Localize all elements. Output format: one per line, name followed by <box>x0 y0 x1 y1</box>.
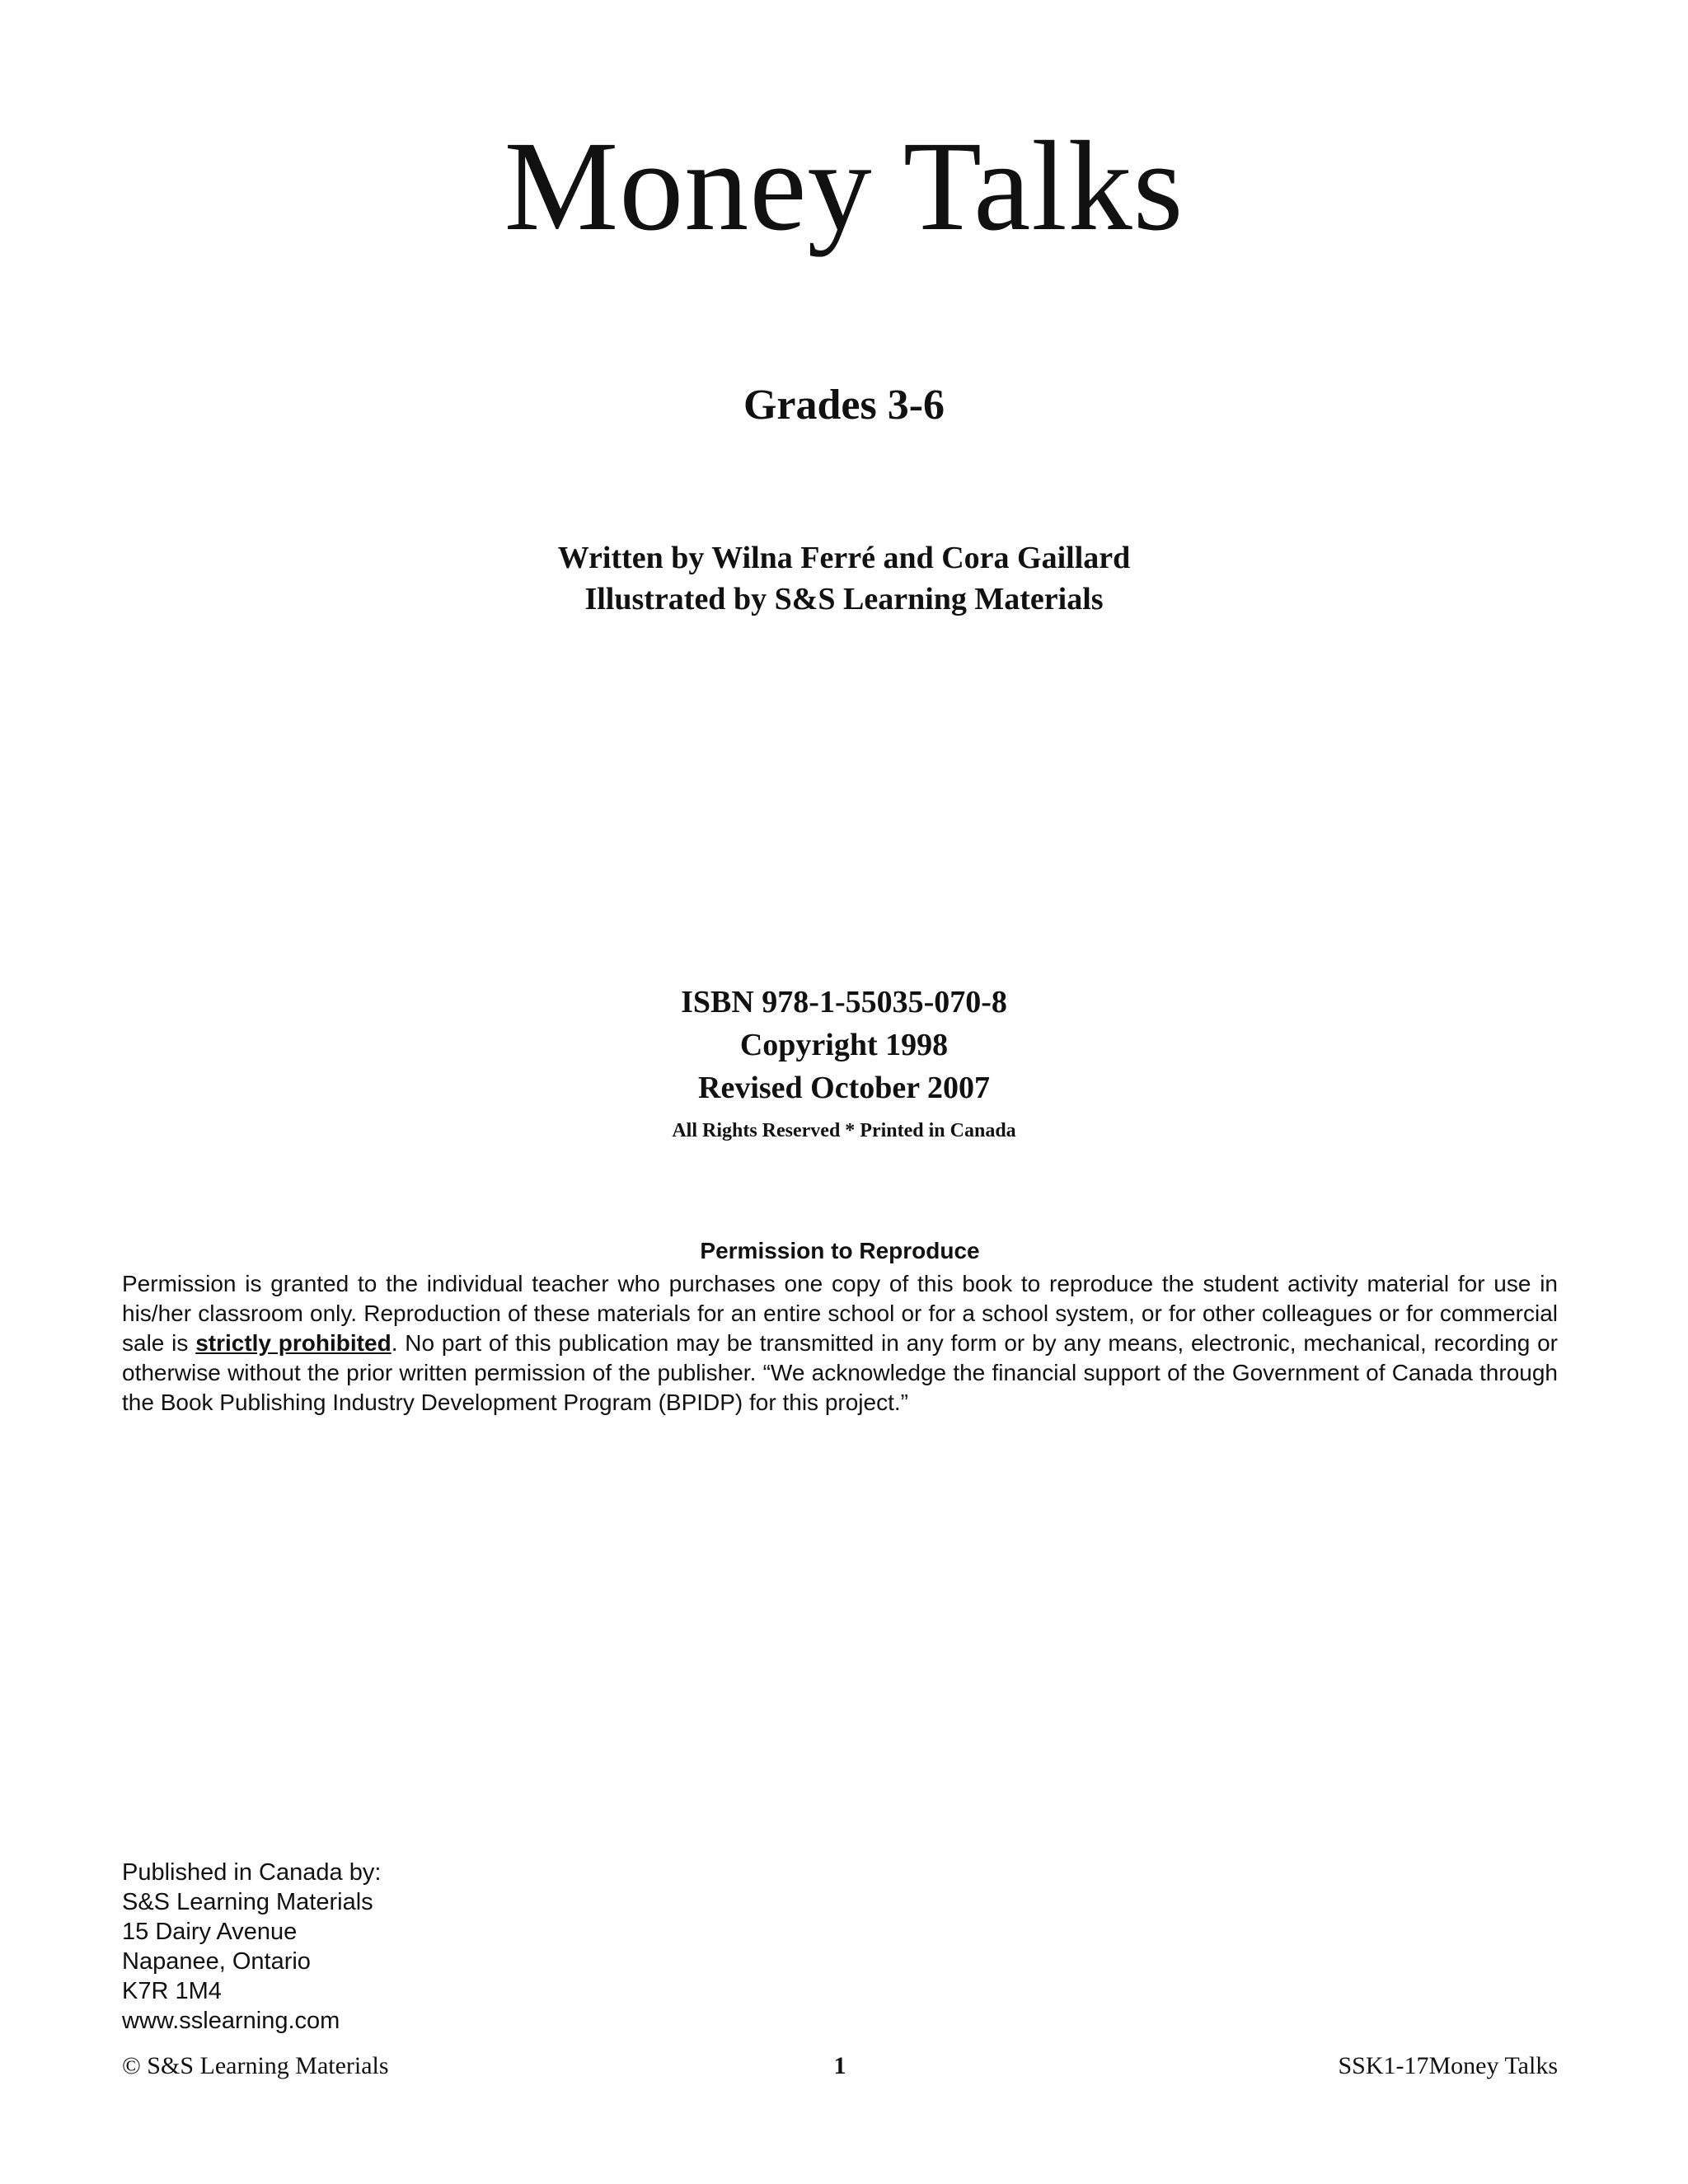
permission-text-part1: Permission is granted to the individual teacher who purchases one copy of this book to reproduce the student activity material for use in his/her classroom only. Reproduction of these materials for an entire school or for a school system, or for other colleagues or for commercial sale is <box>122 1271 1558 1356</box>
publisher-website: www.sslearning.com <box>122 2008 340 2034</box>
publisher-postal-code: K7R 1M4 <box>122 1978 222 2004</box>
book-title: Money Talks <box>504 115 1184 257</box>
permission-text-part2: . No part of this publication may be transmitted in any form or by any means, electronic, mechanical, recording or otherwise without the prior written permission of the publisher. “We acknowledge the financial support of the Government of Canada through the Book Publishing Industry Development Program (BPIDP) for this project.” <box>122 1330 1559 1415</box>
publisher-address <box>122 1858 381 2036</box>
revision-date: Revised October 2007 <box>698 1071 990 1105</box>
isbn: ISBN 978-1-55035-070-8 <box>681 985 1007 1019</box>
rights-statement: All Rights Reserved * Printed in Canada <box>672 1120 1016 1141</box>
permission-emphasis: strictly prohibited <box>195 1330 392 1356</box>
page-number: 1 <box>833 2052 846 2079</box>
illustrated-by: Illustrated by S&S Learning Materials <box>584 582 1104 616</box>
publication-info <box>0 981 1688 1147</box>
footer-book-code: SSK1-17Money Talks <box>1338 2052 1558 2079</box>
publisher-name: S&S Learning Materials <box>122 1889 373 1915</box>
permission-heading: Permission to Reproduce <box>700 1238 980 1263</box>
permission-text <box>122 1269 1558 1418</box>
written-by: Written by Wilna Ferré and Cora Gaillard <box>557 541 1131 575</box>
publisher-intro: Published in Canada by: <box>122 1859 382 1886</box>
credits <box>0 537 1688 620</box>
permission-section <box>122 1238 1558 1418</box>
publisher-street: 15 Dairy Avenue <box>122 1919 298 1945</box>
page-footer <box>122 2052 1558 2085</box>
copyright: Copyright 1998 <box>739 1028 949 1062</box>
footer-copyright: © S&S Learning Materials <box>122 2052 389 2079</box>
grade-range: Grades 3-6 <box>743 382 945 429</box>
publisher-city: Napanee, Ontario <box>122 1948 311 1975</box>
